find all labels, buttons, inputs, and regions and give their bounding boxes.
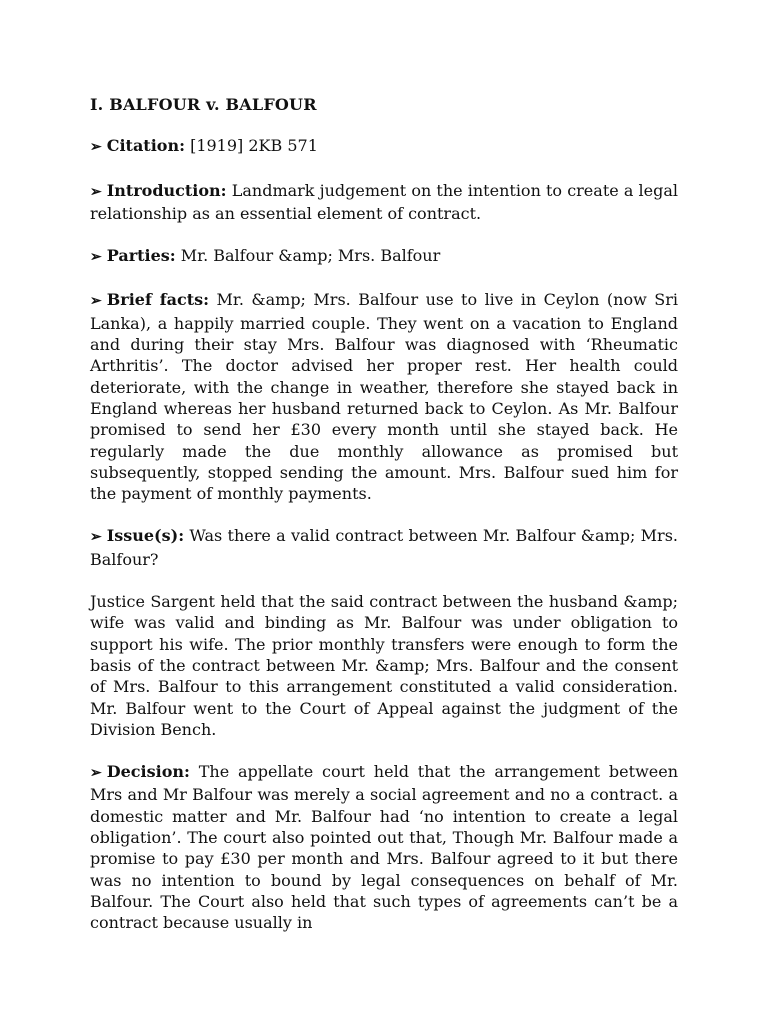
decision-paragraph [90,761,678,933]
arrow-bullet-icon: ➢ [90,765,102,782]
arrow-bullet-icon: ➢ [90,293,102,310]
introduction-text: Landmark judgement on the intention to create a legal relationship as an essential element of contract. [90,180,678,223]
decision-label: Decision: [106,762,190,782]
document-body [90,94,678,955]
case-title: I. BALFOUR v. BALFOUR [90,95,317,114]
citation-paragraph [90,135,678,158]
introduction-label: Introduction: [106,180,227,200]
issues-label: Issue(s): [106,526,185,546]
arrow-bullet-icon: ➢ [90,139,102,156]
arrow-bullet-icon: ➢ [90,529,102,546]
issues-text: Was there a valid contract between Mr. Balfour &amp; Mrs. Balfour? [90,526,678,569]
issues-paragraph [90,525,678,570]
parties-text: Mr. Balfour &amp; Mrs. Balfour [175,246,441,266]
parties-paragraph [90,245,678,268]
arrow-bullet-icon: ➢ [90,249,102,266]
citation-text: [1919] 2KB 571 [184,136,318,156]
citation-label: Citation: [106,136,185,156]
introduction-paragraph [90,180,678,225]
brief-facts-label: Brief facts: [106,290,210,310]
arrow-bullet-icon: ➢ [90,183,102,200]
lower-court-paragraph: Justice Sargent held that the said contract between the husband &amp; wife was valid and binding as Mr. Balfour was under obligation to support his wife. The prior monthly transfers were enough to form the basis of the contract between Mr. &amp; Mrs. Balfour and the consent of Mrs. Balfour to this arrangement constituted a valid consideration. Mr. Balfour went to the Court of Appeal against the judgment of the Division Bench. [90,592,678,739]
brief-facts-text: Mr. &amp; Mrs. Balfour use to live in Ceylon (now Sri Lanka), a happily married couple. They went on a vacation to England and during their stay Mrs. Balfour was diagnosed with ‘Rheumatic Arthritis’. The doctor advised her proper rest. Her health could deteriorate, with the change in weather, therefore she stayed back in England whereas her husband returned back to Ceylon. As Mr. Balfour promised to send her £30 every month until she stayed back. He regularly made the due monthly allowance as promised but subsequently, stopped sending the amount. Mrs. Balfour sued him for the payment of monthly payments. [90,290,678,504]
brief-facts-paragraph [90,289,678,504]
parties-label: Parties: [106,246,176,266]
decision-text: The appellate court held that the arrangement between Mrs and Mr Balfour was merely a social agreement and no a contract. a domestic matter and Mr. Balfour had ‘no intention to create a legal obligation’. The court also pointed out that, Though Mr. Balfour made a promise to pay £30 per month and Mrs. Balfour agreed to it but there was no intention to bound by legal consequences on behalf of Mr. Balfour. The Court also held that such types of agreements can’t be a contract because usually in [90,762,678,933]
